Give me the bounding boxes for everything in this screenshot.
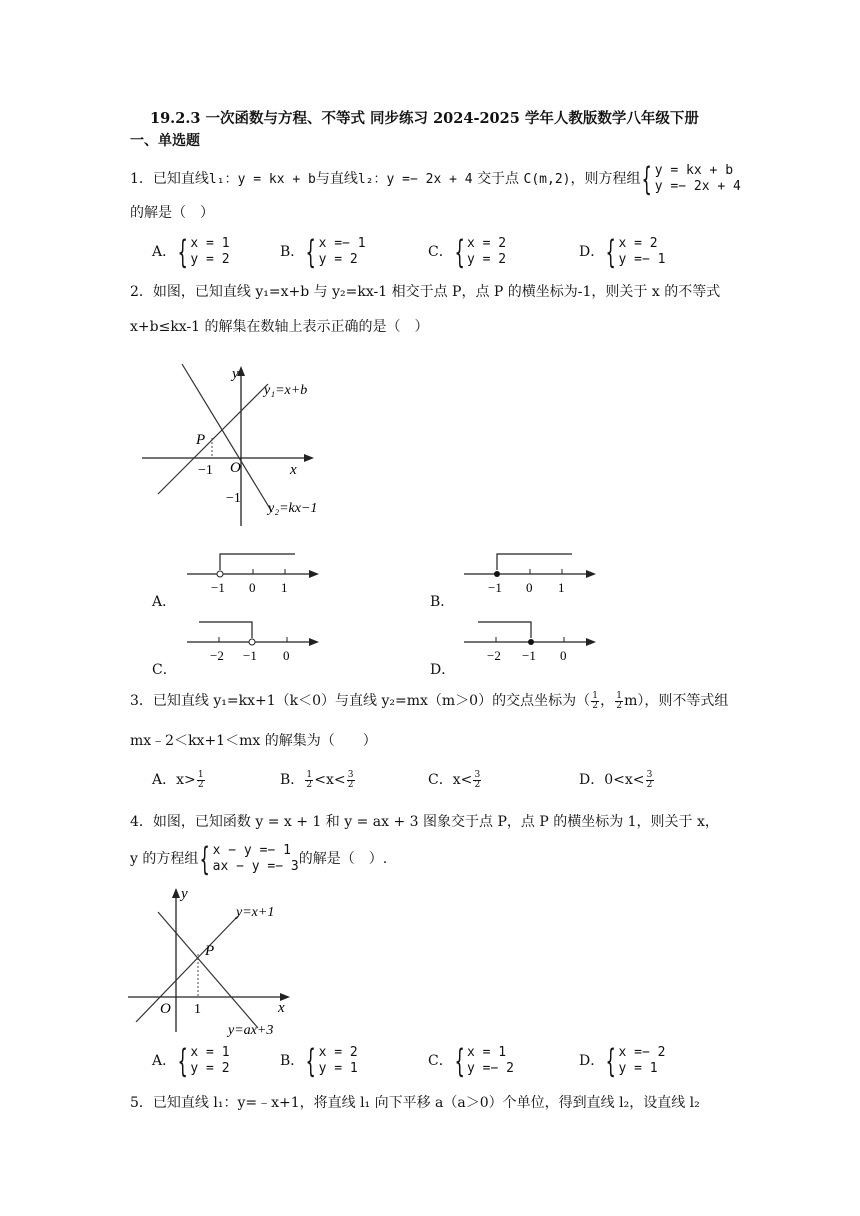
fraction-den: 2	[197, 779, 204, 790]
option-row: x =− 1	[318, 236, 366, 251]
q1-equation-system: { y = kx + b y =− 2x + 4	[642, 160, 741, 198]
q3-option-c[interactable]	[428, 770, 482, 790]
q1-text: 1．已知直线	[130, 171, 209, 187]
option-letter: D．	[579, 244, 605, 260]
tick-label: 0	[283, 648, 290, 663]
option-row: x = 2	[318, 1045, 358, 1060]
q1-option-b[interactable]: B． { x =− 1 y = 2	[280, 233, 366, 271]
q1-option-a[interactable]: A． { x = 1 y = 2	[152, 233, 230, 271]
tick-label: 1	[558, 580, 565, 595]
option-row: y =− 2	[466, 1061, 514, 1076]
q1-l1: l₁	[208, 172, 225, 187]
option-row: x = 1	[190, 1045, 230, 1060]
option-row: x = 2	[618, 236, 658, 251]
option-text: C．x<	[428, 772, 473, 788]
q2-y-label: y	[232, 366, 239, 382]
option-row: x = 2	[466, 236, 507, 251]
q2-line2-label: y₂=kx−1	[268, 501, 318, 516]
option-text: <x<	[314, 772, 346, 788]
fraction-num: 1	[306, 769, 313, 780]
q2-option-a-numberline[interactable]	[185, 548, 325, 598]
option-row: y = 2	[466, 252, 507, 267]
q2-line1-label: y₁=x+b	[264, 383, 308, 398]
fraction-den: 2	[592, 700, 598, 711]
fraction-den: 2	[306, 779, 313, 790]
q1-l2: l₂	[357, 172, 374, 187]
fraction	[646, 771, 654, 790]
option-row: y = 1	[318, 1061, 358, 1076]
q2-graph	[138, 360, 338, 530]
q3-text: 3．已知直线 y₁=kx+1（k＜0）与直线 y₂=mx（m＞0）的交点坐标为（	[130, 693, 591, 709]
q4-line1-label: y=x+1	[236, 905, 275, 920]
q1-mid: 与直线	[315, 171, 358, 187]
tick-label: 0	[249, 580, 256, 595]
fraction-num: 1	[197, 769, 204, 780]
q4-line2-label: y=ax+3	[228, 1023, 274, 1038]
q2-option-c-letter[interactable]: C．	[152, 662, 177, 678]
fraction-den: 2	[646, 779, 653, 790]
q2-y-tick: −1	[226, 491, 241, 506]
question-1	[130, 162, 741, 196]
q3-option-a[interactable]	[152, 770, 206, 790]
q2-x-tick: −1	[198, 463, 213, 478]
option-text: B．	[280, 772, 305, 788]
option-row: y =− 1	[618, 252, 666, 267]
q2-option-a-letter[interactable]: A．	[152, 594, 177, 610]
q1-option-d[interactable]: D． { x = 2 y =− 1	[579, 233, 666, 271]
q1-line2: 的解是（ ）	[130, 205, 214, 221]
fraction-den: 2	[616, 700, 622, 711]
q2-option-d-numberline[interactable]	[462, 616, 602, 666]
option-letter: B．	[280, 244, 305, 260]
fraction	[197, 771, 205, 790]
option-row: y = 2	[190, 252, 230, 267]
section-heading: 一、单选题	[130, 133, 200, 149]
option-row: x =− 2	[618, 1045, 666, 1060]
fraction-num: 1	[592, 690, 598, 701]
q4-line2	[130, 842, 387, 876]
fraction-num: 1	[616, 690, 622, 701]
q4-option-a[interactable]: A． { x = 1 y = 2	[152, 1042, 230, 1080]
q1-option-c[interactable]: C． { x = 2 y = 2	[428, 233, 507, 271]
tick-label: 0	[526, 580, 533, 595]
q4-sys-row: x − y =− 1	[212, 843, 291, 858]
q4-x-label: x	[278, 1000, 285, 1016]
q4-option-c[interactable]: C． { x = 1 y =− 2	[428, 1042, 514, 1080]
tick-label: −2	[210, 648, 224, 663]
q3-line1	[130, 691, 728, 711]
q2-line1: 2．如图，已知直线 y₁=x+b 与 y₂=kx-1 相交于点 P，点 P 的横坐标为-1，则关于 x 的不等式	[130, 284, 721, 300]
fraction-den: 2	[347, 779, 354, 790]
q4-option-d[interactable]: D． { x =− 2 y = 1	[579, 1042, 666, 1080]
fraction-den: 2	[474, 779, 481, 790]
tick-label: −1	[243, 648, 257, 663]
q4-text: y 的方程组	[130, 851, 199, 867]
q4-point-p: P	[205, 943, 215, 959]
option-letter: B．	[280, 1053, 305, 1069]
q1-point-c: C(m,2)	[523, 172, 571, 187]
q1-sys-row: y =− 2x + 4	[654, 179, 741, 194]
tick-label: −1	[211, 580, 225, 595]
option-row: y = 2	[318, 252, 358, 267]
fraction	[615, 692, 623, 711]
q2-line2: x+b≤kx-1 的解集在数轴上表示正确的是（ ）	[130, 319, 429, 335]
q4-x-tick: 1	[194, 1002, 201, 1017]
q2-option-b-numberline[interactable]	[462, 548, 602, 598]
tick-label: −2	[487, 648, 501, 663]
option-letter: C．	[428, 1053, 453, 1069]
tick-label: 0	[560, 648, 567, 663]
q1-sys-row: y = kx + b	[654, 163, 734, 178]
option-letter: D．	[579, 1053, 605, 1069]
q3-comma: ，	[600, 693, 615, 709]
tick-label: −1	[522, 648, 536, 663]
q1-eq2: ：y =− 2x + 4	[373, 172, 473, 187]
option-row: y = 1	[618, 1061, 658, 1076]
q4-option-b[interactable]: B． { x = 2 y = 1	[280, 1042, 358, 1080]
q4-y-label: y	[181, 886, 188, 902]
q4-line1: 4．如图，已知函数 y = x + 1 和 y = ax + 3 图象交于点 P，点 P 的横坐标为 1，则关于 x，	[130, 814, 719, 830]
q4-origin-label: O	[160, 1001, 171, 1017]
tick-label: 1	[281, 580, 288, 595]
q3-line2: mx﹣2＜kx+1＜mx 的解集为（ ）	[130, 733, 377, 749]
option-row: x = 1	[190, 236, 230, 251]
q3-text-end: m），则不等式组	[624, 693, 729, 709]
fraction-num: 3	[646, 769, 653, 780]
q2-origin-label: O	[230, 460, 241, 476]
q1-post: ，则方程组	[570, 171, 641, 187]
fraction-num: 3	[474, 769, 481, 780]
option-row: y = 2	[190, 1061, 230, 1076]
q4-graph	[126, 882, 296, 1042]
q3-option-d[interactable]	[579, 770, 655, 790]
q4-sys-row: ax − y =− 3	[212, 859, 299, 874]
fraction	[591, 692, 599, 711]
fraction-num: 3	[347, 769, 354, 780]
fraction	[305, 771, 313, 790]
option-letter: A．	[152, 244, 177, 260]
q4-text-end: 的解是（ ）.	[298, 851, 388, 867]
q1-pt: 交于点	[477, 171, 520, 187]
option-text: D．0<x<	[579, 772, 645, 788]
q2-x-label: x	[290, 462, 297, 478]
option-text: A．x>	[152, 772, 196, 788]
q2-option-b-letter[interactable]: B．	[430, 594, 455, 610]
fraction	[347, 771, 355, 790]
page-title: 19.2.3 一次函数与方程、不等式 同步练习 2024-2025 学年人教版数学八年级下册	[150, 110, 699, 127]
q2-option-c-numberline[interactable]	[185, 616, 325, 666]
option-letter: C．	[428, 244, 453, 260]
option-letter: A．	[152, 1053, 177, 1069]
fraction	[473, 771, 481, 790]
q2-point-p: P	[196, 432, 206, 448]
q2-option-d-letter[interactable]: D．	[430, 662, 456, 678]
q5-line1: 5．已知直线 l₁：y=﹣x+1，将直线 l₁ 向下平移 a（a＞0）个单位，得到直线 l₂，设直线 l₂	[130, 1095, 700, 1111]
option-row: x = 1	[466, 1045, 507, 1060]
tick-label: −1	[488, 580, 502, 595]
q3-option-b[interactable]	[280, 770, 356, 790]
q1-eq1: ：y = kx + b	[224, 172, 316, 187]
q4-equation-system: { x − y =− 1 ax − y =− 3	[200, 840, 299, 878]
